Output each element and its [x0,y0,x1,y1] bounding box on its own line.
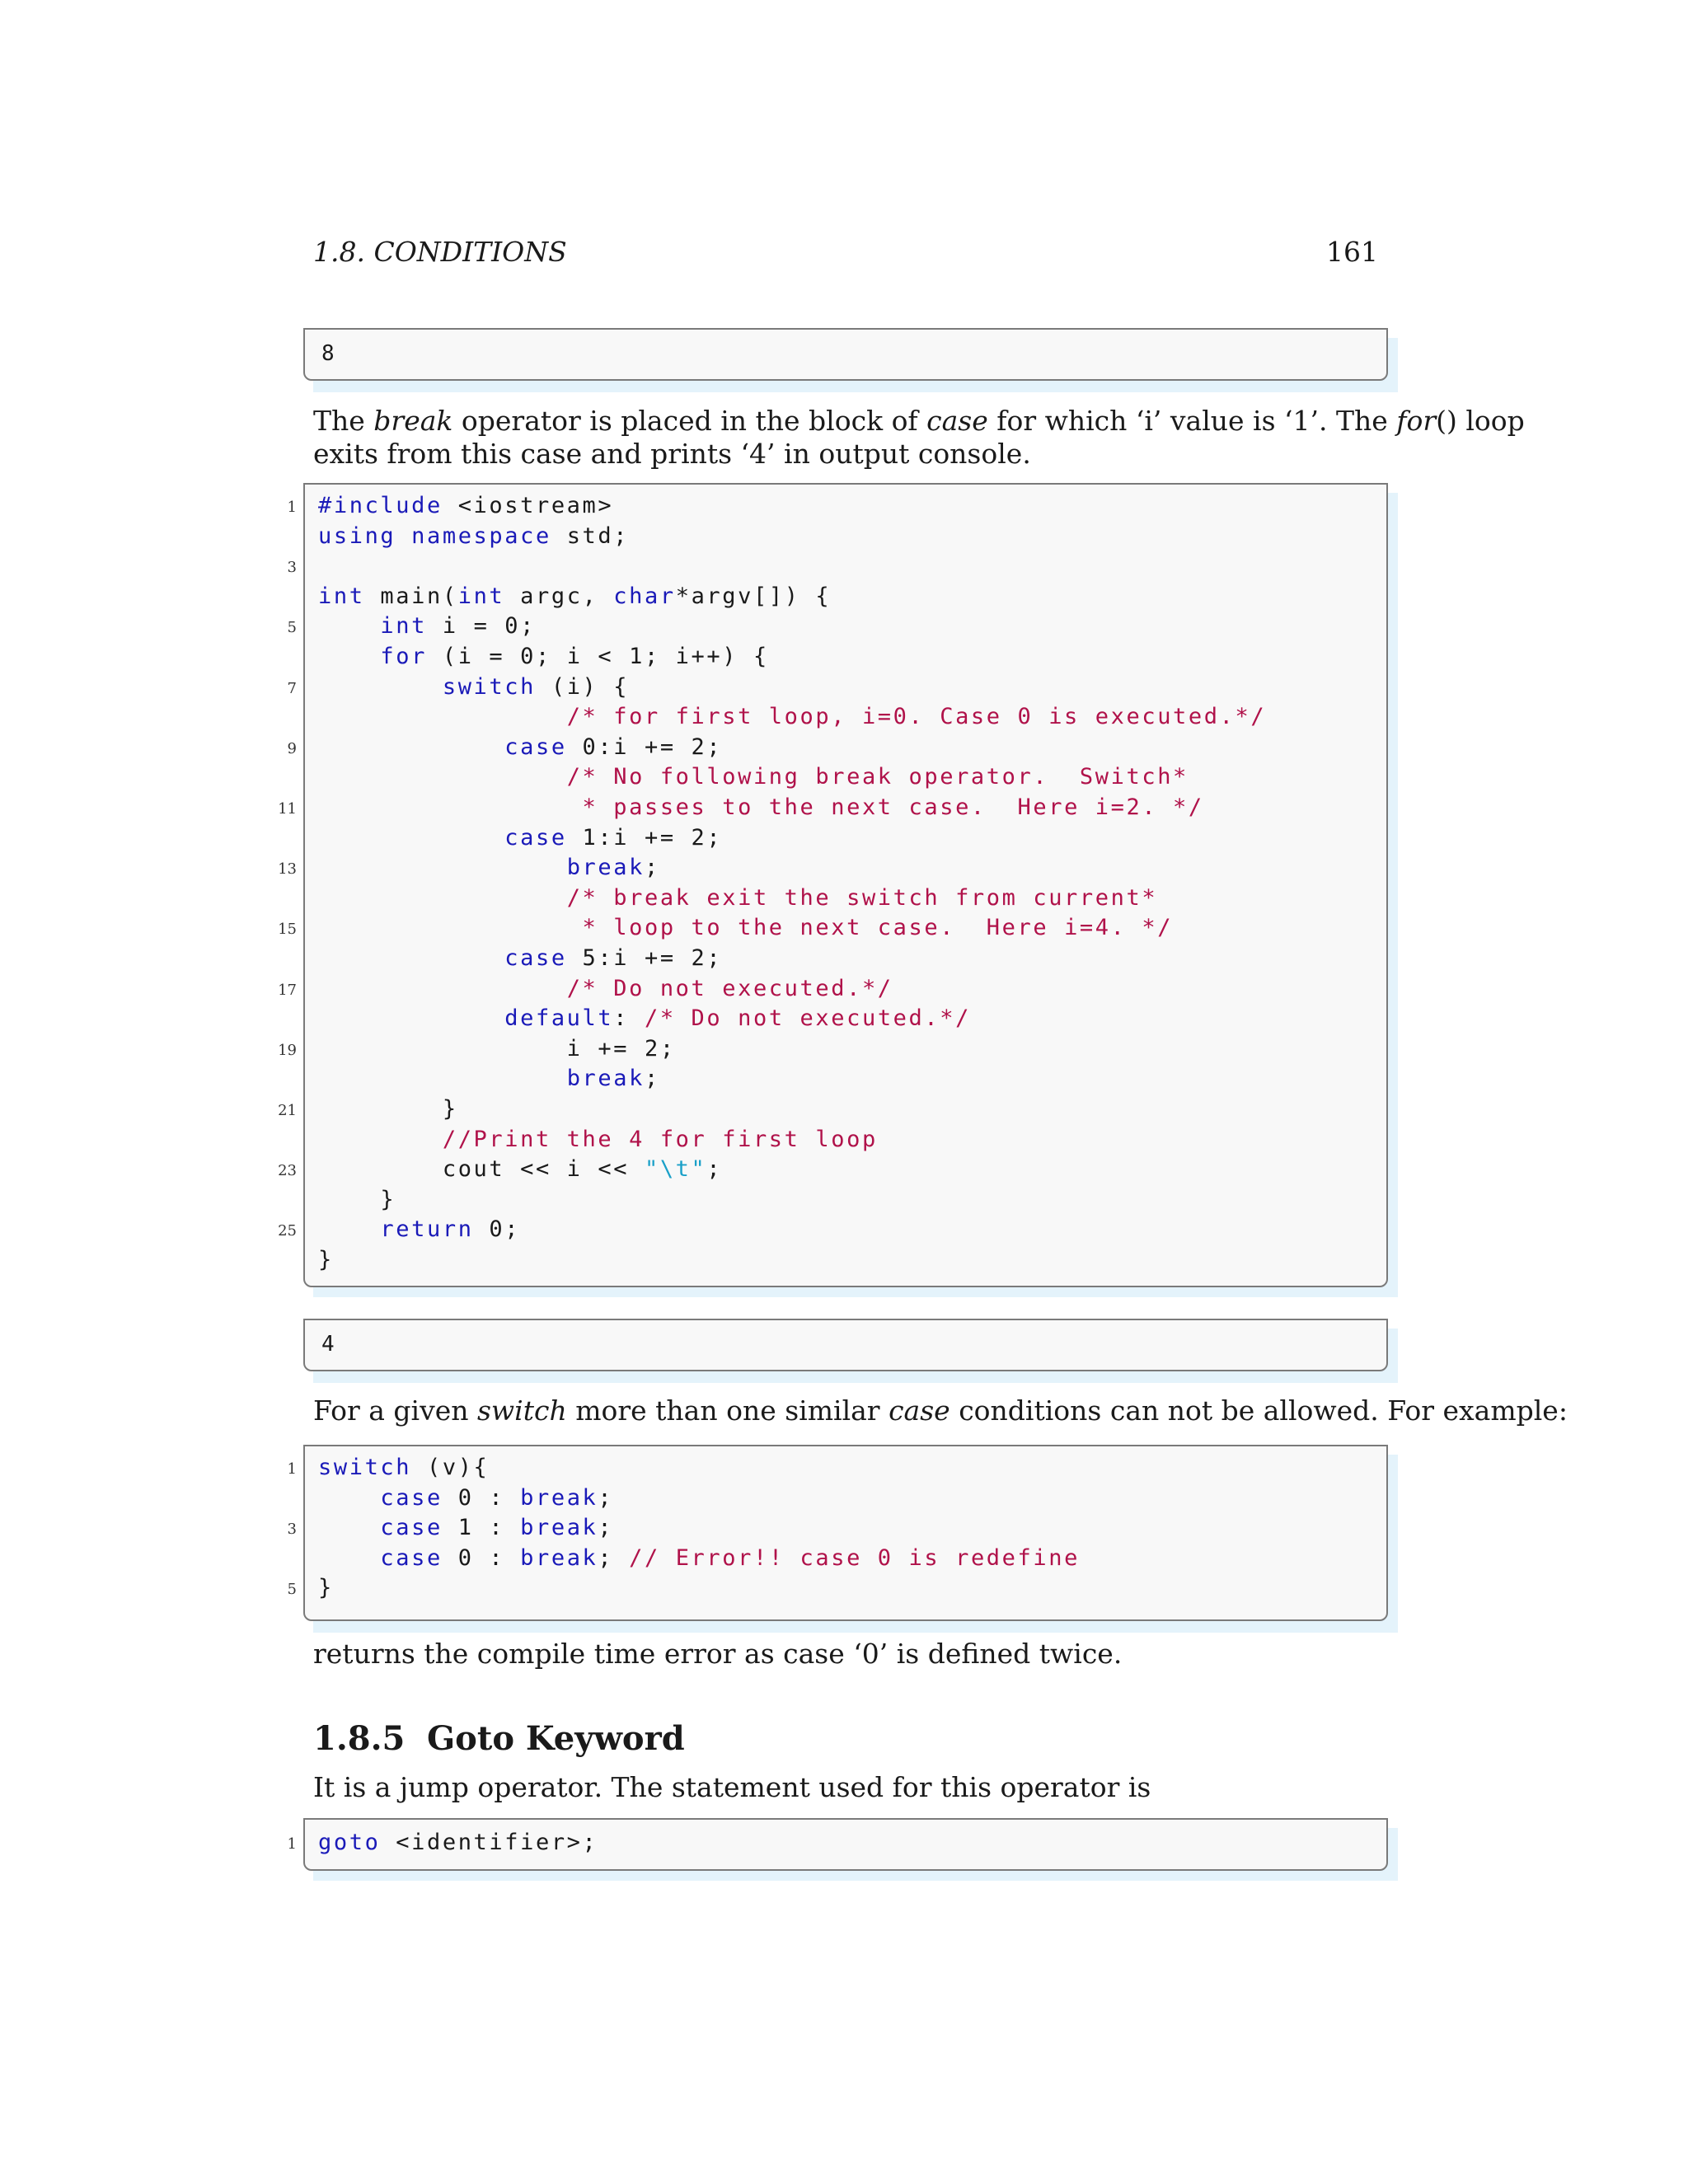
paragraph-line [313,438,1385,471]
code-text: ; [598,1544,630,1571]
code-line [318,1575,334,1601]
text-run: exits from this case and prints ‘4’ in output console. [313,438,1031,470]
code-keyword: #include [318,493,443,518]
section-title: Goto Keyword [427,1719,685,1758]
code-text: } [318,1575,334,1601]
code-line [318,493,613,518]
code-keyword: default [504,1005,614,1032]
code-keyword: case [504,733,567,760]
code-line [318,825,722,851]
text-run: conditions can not be allowed. For example: [950,1394,1568,1427]
code-block-3 [303,1818,1388,1871]
code-line [318,583,831,609]
code-line [318,1545,1080,1571]
code-line [318,885,1157,911]
code-line [318,1127,878,1152]
code-text [318,976,567,1001]
code-keyword: break [520,1515,598,1541]
code-text: ; [644,855,660,881]
code-text [318,1005,504,1031]
code-line [318,1187,396,1212]
code-line [318,764,1189,790]
paragraph-line: returns the compile time error as case ‘0’ is defined twice. [313,1638,1123,1670]
code-keyword: case [504,824,567,851]
code-comment: /* Do not executed.*/ [644,1005,971,1032]
page-number: 161 [1326,236,1378,268]
code-keyword: int [380,613,427,640]
code-keyword: switch [442,673,536,700]
code-line [318,1036,676,1062]
code-comment: // Error!! case 0 is redefine [629,1544,1080,1571]
code-text: main( [364,583,458,609]
code-line [318,915,1173,940]
code-text [318,1515,380,1540]
output-box-2-text: 4 [321,1332,335,1357]
code-text: 1:i += 2; [566,824,723,851]
code-text: ; [706,1156,723,1183]
line-number: 1 [287,1835,297,1853]
code-text: ; [598,1515,614,1541]
code-line [318,674,629,700]
code-keyword: case [380,1515,443,1541]
code-line [318,1455,489,1480]
code-comment: //Print the 4 for first loop [442,1126,878,1152]
code-text: (i) { [535,673,630,700]
code-text: 0:i += 2; [566,733,723,760]
code-keyword: int [457,583,505,609]
code-text [318,734,504,760]
code-text: <iostream> [442,493,614,518]
section-heading [313,1719,685,1758]
code-text: } [318,1186,396,1212]
code-line [318,1216,520,1242]
code-text [318,1545,380,1571]
code-text [318,644,380,669]
code-text [318,613,380,639]
line-number: 13 [278,860,297,879]
code-keyword: int [318,583,365,609]
code-keyword: return [380,1216,474,1243]
line-number: 9 [287,739,297,757]
line-number: 1 [287,499,297,516]
code-comment: /* break exit the switch from current* [566,884,1158,911]
code-string: "\t" [644,1156,707,1183]
code-text [318,704,567,729]
code-text [318,915,583,940]
italic-term: for [1396,405,1437,437]
text-run: for which ‘i’ value is ‘1’. The [987,405,1397,437]
code-text: : [613,1005,645,1032]
line-number: 3 [287,1521,297,1539]
code-text: (i = 0; i < 1; i++) { [427,644,769,669]
code-line [318,976,893,1001]
output-box-1 [303,328,1388,381]
code-text: cout << i << [318,1156,645,1183]
italic-term: break [373,405,453,437]
italic-term: switch [476,1394,567,1427]
code-line [318,794,1204,820]
code-text: 0 : [442,1544,521,1571]
code-keyword: for [380,644,427,669]
line-number: 23 [278,1162,297,1180]
code-text [318,1127,443,1152]
code-text: *argv[]) { [675,583,832,609]
code-line [318,1156,722,1182]
code-comment: * passes to the next case. Here i=2. */ [582,794,1204,820]
paragraph-line [313,1394,1568,1427]
text-run: operator is placed in the block of [452,405,927,437]
code-keyword: break [520,1484,598,1511]
line-number: 7 [287,679,297,697]
line-number: 21 [278,1102,297,1119]
output-box-2 [303,1319,1388,1371]
code-line [318,855,660,880]
code-text: std; [551,523,630,549]
code-line [318,1515,613,1540]
paragraph-line [313,405,1525,438]
code-keyword: switch [318,1455,412,1480]
code-keyword: break [566,1066,645,1092]
code-text: <identifier>; [380,1830,598,1855]
code-text [318,794,583,820]
code-comment: /* Do not executed.*/ [566,975,893,1001]
code-line [318,945,722,971]
line-number: 5 [287,619,297,637]
output-box-1-text: 8 [321,341,335,366]
line-number: 1 [287,1460,297,1478]
code-text [318,1216,380,1242]
code-comment: /* for first loop, i=0. Case 0 is executed.*/ [566,704,1267,730]
text-run: For a given [313,1394,477,1427]
code-line [318,1096,458,1122]
code-comment: * loop to the next case. Here i=4. */ [582,915,1174,941]
section-header: 1.8. CONDITIONS [313,236,567,268]
italic-term: case [889,1394,950,1427]
code-keyword: break [566,855,645,881]
code-text [318,855,567,880]
code-text: i = 0; [427,613,536,640]
code-keyword: break [520,1544,598,1571]
code-text: 1 : [442,1515,521,1541]
code-text: (v){ [411,1455,490,1480]
paragraph-goto-intro [313,1771,1385,1804]
code-text: } [318,1096,458,1122]
code-text [318,945,504,971]
paragraph-break-explanation [313,405,1525,471]
code-line [318,1830,598,1855]
code-text: 5:i += 2; [566,945,723,971]
code-text: i += 2; [318,1035,676,1062]
code-text: } [318,1247,334,1272]
text-run: () loop [1436,405,1525,437]
code-block-2 [303,1445,1388,1621]
italic-term: case [926,405,988,437]
paragraph-compile-error [313,1638,1385,1671]
code-line [318,1005,971,1031]
code-text [318,764,567,790]
line-number: 17 [278,981,297,999]
running-head [313,236,1378,272]
code-keyword: char [613,583,676,609]
text-run: The [313,405,374,437]
code-keyword: case [380,1544,443,1571]
code-text: ; [598,1484,614,1511]
code-text [318,1485,380,1511]
code-text [318,674,443,700]
paragraph-duplicate-case [313,1394,1568,1427]
code-line [318,1485,613,1511]
line-number: 3 [287,559,297,577]
code-text: ; [644,1066,660,1092]
line-number: 15 [278,921,297,939]
code-line [318,613,536,639]
code-text: 0; [473,1216,521,1243]
section-number: 1.8.5 [313,1719,406,1758]
line-number: 11 [278,800,297,818]
line-number: 5 [287,1581,297,1599]
code-line [318,1066,660,1091]
code-line [318,523,629,549]
code-block-1 [303,483,1388,1287]
paragraph-line: It is a jump operator. The statement used for this operator is [313,1771,1151,1803]
code-keyword: case [380,1484,443,1511]
code-keyword: goto [318,1830,381,1855]
code-keyword: using namespace [318,523,551,549]
code-line [318,1247,334,1272]
code-text [318,825,504,851]
line-number: 25 [278,1222,297,1240]
code-text: 0 : [442,1484,521,1511]
text-run: more than one similar [566,1394,889,1427]
code-line [318,734,722,760]
code-line [318,704,1266,729]
code-text [318,885,567,911]
line-number: 19 [278,1041,297,1059]
code-line [318,644,769,669]
code-keyword: case [504,945,567,971]
code-comment: /* No following break operator. Switch* [566,764,1189,790]
code-text: argc, [504,583,614,609]
code-text [318,1066,567,1091]
